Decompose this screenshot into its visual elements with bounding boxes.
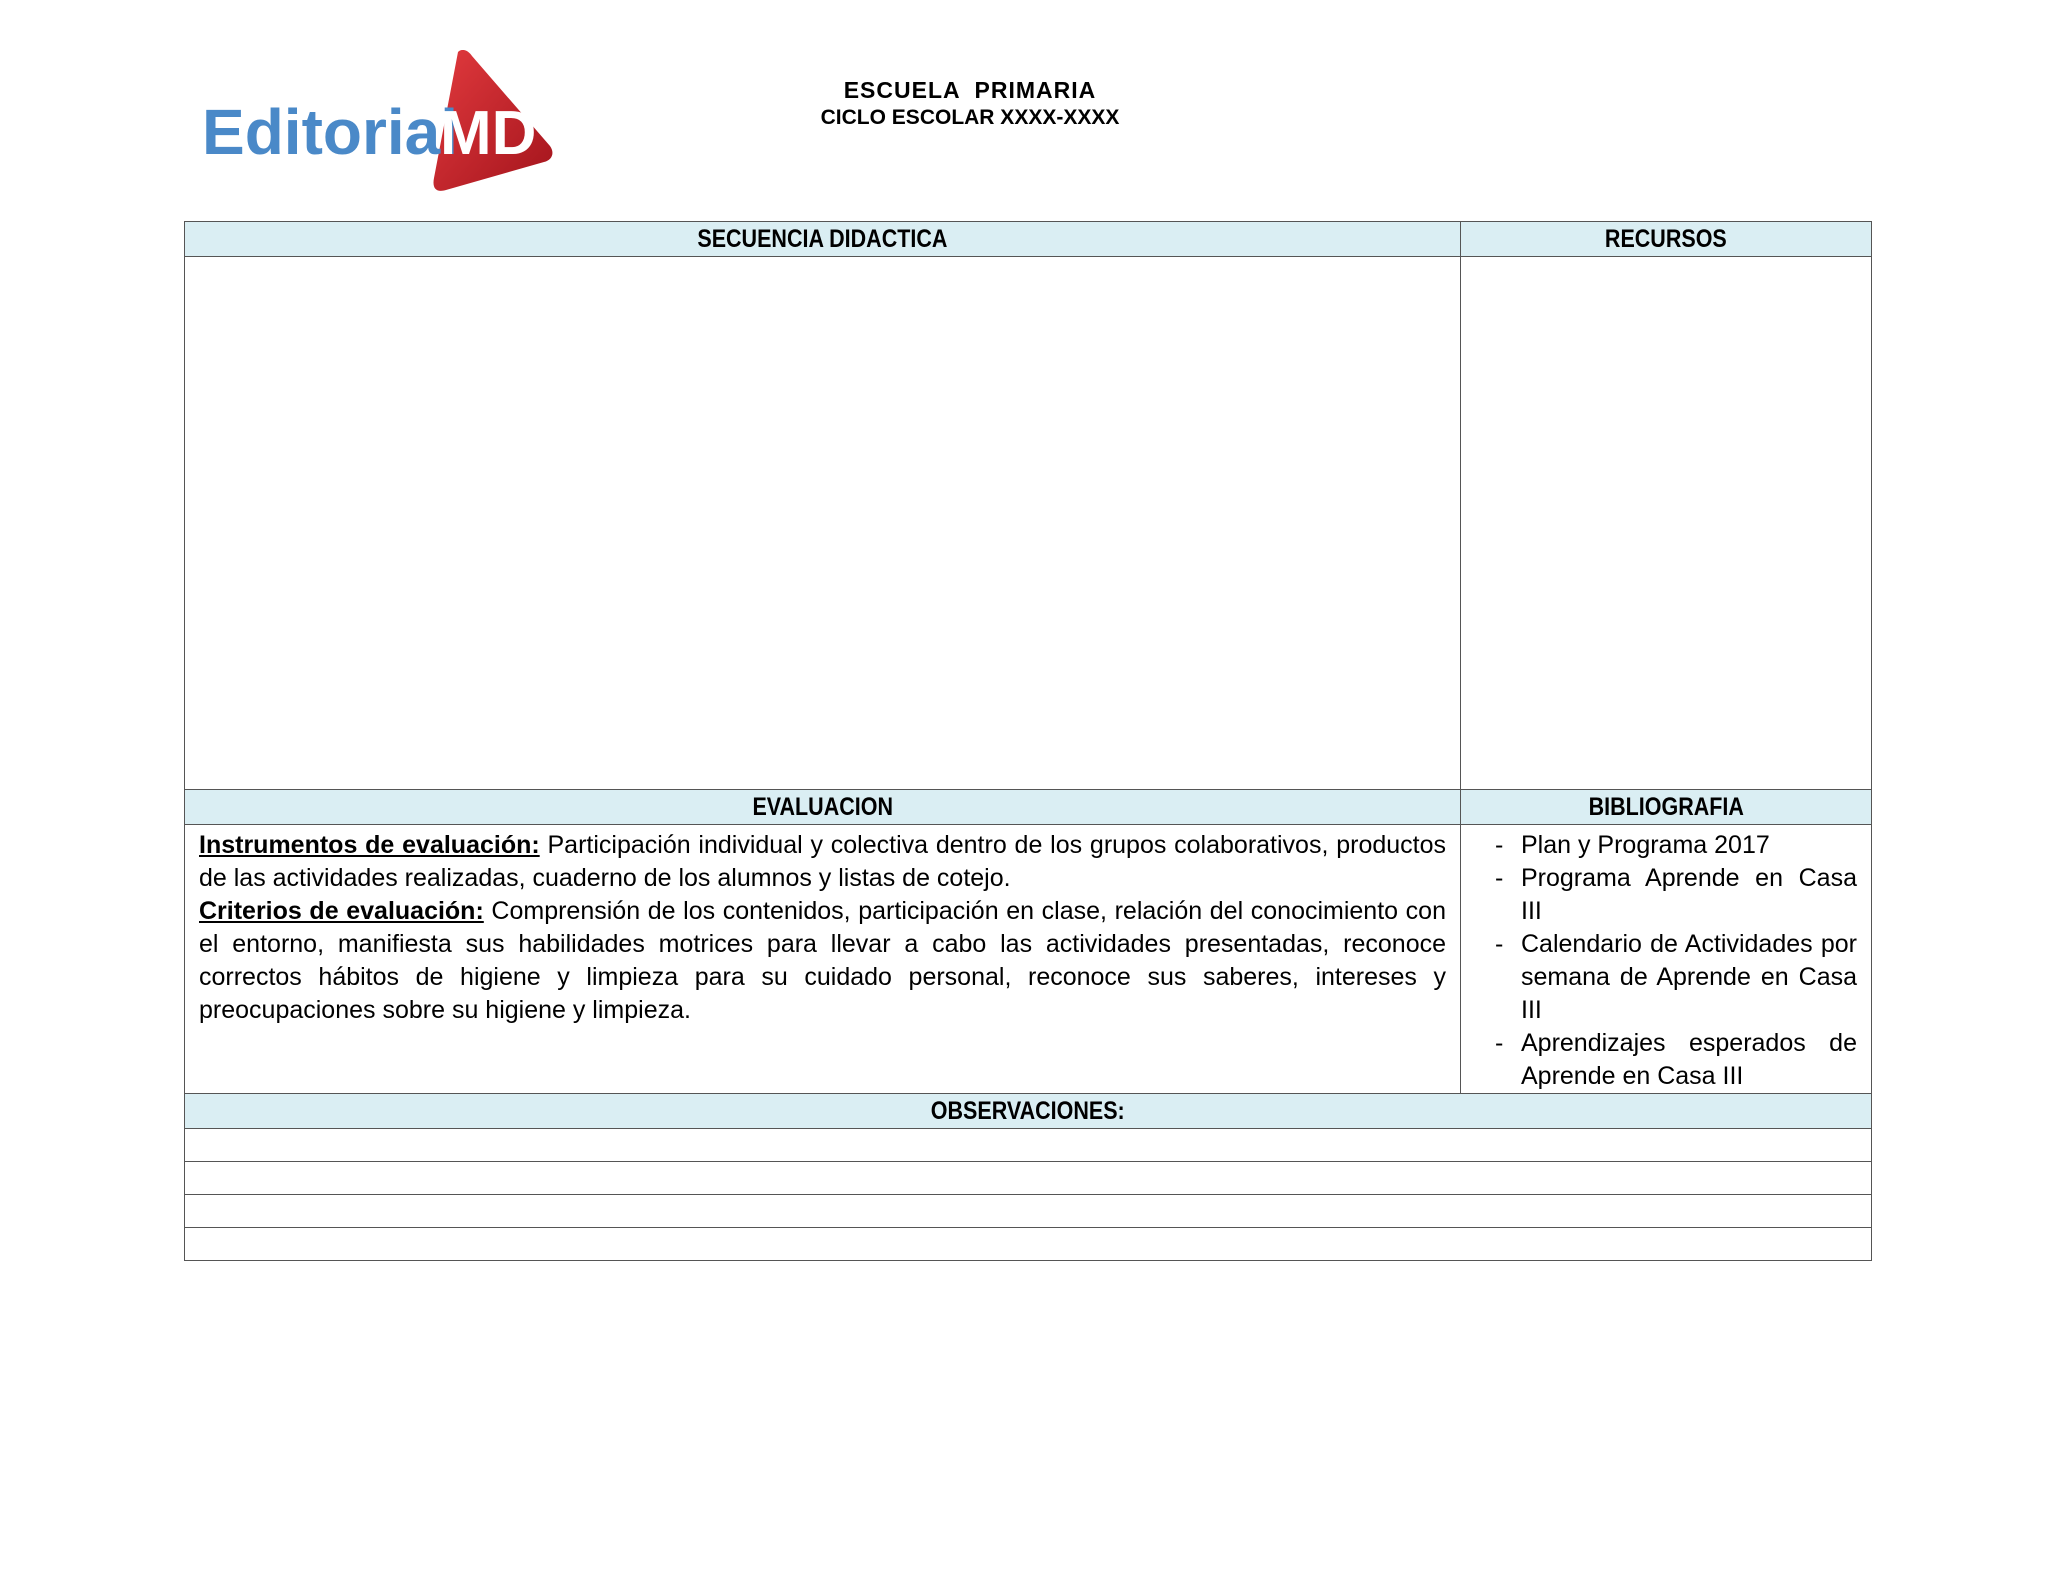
- recursos-header: RECURSOS: [1461, 222, 1872, 257]
- bibliografia-cell: [1461, 825, 1872, 1094]
- list-dash: -: [1495, 930, 1504, 958]
- bibliografia-header: BIBLIOGRAFIA: [1461, 790, 1872, 825]
- list-item: [1475, 862, 1857, 928]
- list-item: [1475, 829, 1857, 862]
- recursos-cell[interactable]: [1461, 257, 1872, 790]
- secuencia-didactica-header: SECUENCIA DIDACTICA: [185, 222, 1461, 257]
- instrumentos-text: Participación individual y colectiva dentro de los grupos colaborativos, productos de las actividades realizadas, cuaderno de los alumnos y listas de cotejo.: [199, 831, 1446, 892]
- editorial-md-logo-graphic: [200, 50, 560, 195]
- evaluacion-header: EVALUACION: [185, 790, 1461, 825]
- observaciones-line-3[interactable]: [185, 1195, 1872, 1228]
- observaciones-line-2[interactable]: [185, 1162, 1872, 1195]
- bibliografia-list: [1475, 829, 1857, 1093]
- observaciones-line-4[interactable]: [185, 1228, 1872, 1261]
- list-item-text: Plan y Programa 2017: [1521, 831, 1770, 859]
- planning-table: [184, 221, 1872, 1261]
- observaciones-header: OBSERVACIONES:: [185, 1094, 1872, 1129]
- school-header: [720, 76, 1220, 132]
- editorial-md-logo: [200, 50, 560, 195]
- criterios-paragraph: [199, 897, 1446, 1024]
- secuencia-didactica-cell[interactable]: [185, 257, 1461, 790]
- list-dash: -: [1495, 1029, 1504, 1057]
- instrumentos-paragraph: [199, 831, 1446, 892]
- list-item: [1475, 928, 1857, 1027]
- logo-md-text: MD: [440, 99, 537, 168]
- list-dash: -: [1495, 831, 1504, 859]
- list-dash: -: [1495, 864, 1504, 892]
- logo-editorial-text: Editorial: [202, 96, 459, 168]
- observaciones-line-1[interactable]: [185, 1129, 1872, 1162]
- list-item: [1475, 1027, 1857, 1093]
- list-item-text: Programa Aprende en Casa III: [1521, 864, 1857, 925]
- criterios-text: Comprensión de los contenidos, participación en clase, relación del conocimiento con el entorno, manifiesta sus habilidades motrices para llevar a cabo las actividades presentadas, reconoce correctos hábitos de higiene y limpieza para su cuidado personal, reconoce sus saberes, intereses y preocupaciones sobre su higiene y limpieza.: [199, 897, 1446, 1024]
- school-name: ESCUELA PRIMARIA: [843, 77, 1097, 103]
- school-cycle: CICLO ESCOLAR XXXX-XXXX: [820, 106, 1120, 129]
- instrumentos-label: Instrumentos de evaluación:: [199, 831, 540, 859]
- list-item-text: Aprendizajes esperados de Aprende en Casa III: [1521, 1029, 1857, 1090]
- criterios-label: Criterios de evaluación:: [199, 897, 484, 925]
- evaluacion-cell: [185, 825, 1461, 1094]
- list-item-text: Calendario de Actividades por semana de Aprende en Casa III: [1521, 930, 1857, 1024]
